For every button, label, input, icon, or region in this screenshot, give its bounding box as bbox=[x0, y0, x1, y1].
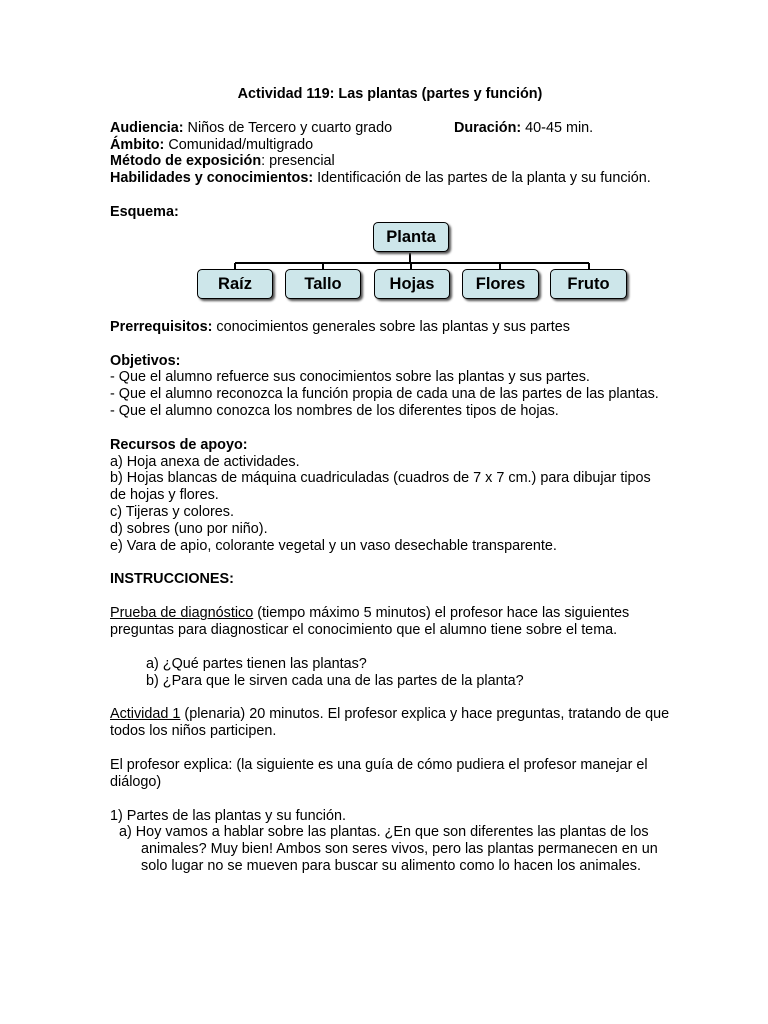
objetivo-item: - Que el alumno conozca los nombres de los diferentes tipos de hojas. bbox=[110, 402, 559, 419]
instrucciones-heading: INSTRUCCIONES: bbox=[110, 571, 234, 588]
audiencia-value: Niños de Tercero y cuarto grado bbox=[183, 119, 393, 136]
audiencia-row bbox=[110, 120, 670, 137]
diagnostico-title: Prueba de diagnóstico bbox=[110, 605, 254, 622]
node-raiz: Raíz bbox=[197, 269, 273, 299]
recursos-label: Recursos de apoyo: bbox=[110, 436, 248, 453]
prerrequisitos-value: conocimientos generales sobre las plantas y sus partes bbox=[212, 318, 570, 335]
objetivo-item: - Que el alumno reconozca la función propia de cada una de las partes de las plantas. bbox=[110, 386, 659, 403]
recurso-item: d) sobres (uno por niño). bbox=[110, 520, 268, 537]
node-flores: Flores bbox=[462, 269, 539, 299]
partes-heading: 1) Partes de las plantas y su función. bbox=[110, 807, 346, 824]
ambito-value: Comunidad/multigrado bbox=[164, 136, 314, 153]
duracion-value: 40-45 min. bbox=[521, 119, 594, 136]
actividad1-title: Actividad 1 bbox=[110, 706, 181, 723]
metodo-value: : presencial bbox=[261, 153, 335, 170]
objetivo-item: - Que el alumno refuerce sus conocimientos sobre las plantas y sus partes. bbox=[110, 369, 590, 386]
habilidades-row bbox=[110, 170, 670, 187]
diagnostico-text: (tiempo máximo 5 minutos) el profesor hace las siguientes preguntas para diagnosticar el conocimiento que el alumno tiene sobre el tema. bbox=[110, 605, 630, 638]
metodo-label: Método de exposición bbox=[110, 153, 262, 170]
prerrequisitos-row bbox=[110, 319, 670, 336]
ambito-row bbox=[110, 137, 670, 154]
activity-title: Actividad 119: Las plantas (partes y función) bbox=[237, 86, 543, 102]
recurso-item: a) Hoja anexa de actividades. bbox=[110, 453, 300, 470]
esquema-label: Esquema: bbox=[110, 203, 179, 220]
metodo-row bbox=[110, 153, 670, 170]
audiencia-label: Audiencia: bbox=[110, 119, 184, 136]
actividad1-text: (plenaria) 20 minutos. El profesor explica y hace preguntas, tratando de que todos los niños participen. bbox=[110, 706, 670, 740]
prerrequisitos-label: Prerrequisitos: bbox=[110, 318, 213, 335]
habilidades-label: Habilidades y conocimientos: bbox=[110, 170, 314, 187]
diagnostico-paragraph bbox=[110, 605, 670, 639]
recurso-item: b) Hojas blancas de máquina cuadriculadas (cuadros de 7 x 7 cm.) para dibujar tipos de hojas y flores. bbox=[110, 470, 651, 504]
objetivos-label: Objetivos: bbox=[110, 352, 181, 369]
actividad1-paragraph bbox=[110, 706, 670, 740]
ambito-label: Ámbito: bbox=[110, 136, 165, 153]
partes-item-a: a) Hoy vamos a hablar sobre las plantas. ¿En que son diferentes las plantas de los animales? Muy bien! Ambos son seres vivos, pero las plantas permanecen en un solo lugar no se mueven para buscar su alimento como lo hacen los animales. bbox=[119, 824, 658, 874]
esquema-diagram bbox=[110, 221, 670, 319]
recurso-item: c) Tijeras y colores. bbox=[110, 503, 234, 520]
node-hojas: Hojas bbox=[374, 269, 450, 299]
node-planta: Planta bbox=[373, 222, 449, 252]
habilidades-value: Identificación de las partes de la planta y su función. bbox=[313, 170, 651, 187]
pregunta-item: b) ¿Para que le sirven cada una de las partes de la planta? bbox=[146, 672, 524, 689]
pregunta-item: a) ¿Qué partes tienen las plantas? bbox=[146, 655, 367, 672]
node-tallo: Tallo bbox=[285, 269, 361, 299]
document-page bbox=[110, 86, 670, 875]
recurso-item: e) Vara de apio, colorante vegetal y un vaso desechable transparente. bbox=[110, 537, 557, 554]
node-fruto: Fruto bbox=[550, 269, 627, 299]
explica-paragraph: El profesor explica: (la siguiente es una guía de cómo pudiera el profesor manejar el diálogo) bbox=[110, 756, 648, 790]
duracion-label: Duración: bbox=[454, 119, 522, 136]
